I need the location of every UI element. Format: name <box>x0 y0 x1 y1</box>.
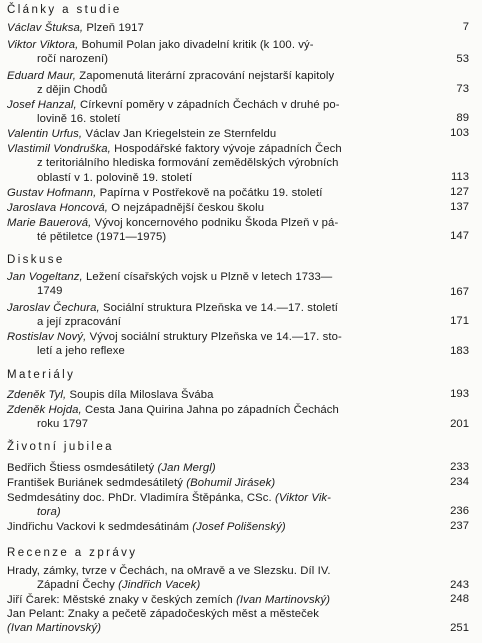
section-heading: Recenze a zprávy <box>7 547 138 559</box>
entry-page-number: 137 <box>450 201 469 213</box>
toc-entry <box>7 520 463 534</box>
toc-entry <box>7 98 463 127</box>
entry-title: Jan Pelant: Znaky a pečetě západočeských měst a městeček <box>7 608 320 620</box>
entry-title-continuation: lovině 16. století <box>37 113 121 126</box>
entry-title-continuation: a její zpracování <box>37 316 121 329</box>
entry-author: Jan Vogeltanz, <box>7 271 83 283</box>
entry-page-number: 89 <box>456 112 469 124</box>
entry-author: Rostislav Nový, <box>7 331 87 343</box>
entry-author: Valentin Urfus, <box>7 128 83 140</box>
section-heading: Diskuse <box>7 254 65 266</box>
entry-title-continuation: té pětiletce (1971—1975) <box>37 231 167 244</box>
toc-entry <box>7 461 463 475</box>
entry-author: (Jindřich Vacek) <box>118 579 201 592</box>
entry-page-number: 236 <box>450 505 469 517</box>
entry-author: Viktor Viktora, <box>7 39 79 51</box>
entry-page-number: 171 <box>450 315 469 327</box>
entry-title-continuation: 1749 <box>37 285 63 298</box>
entry-page-number: 237 <box>450 520 469 532</box>
entry-page-number: 113 <box>450 171 469 183</box>
entry-title: Církevní poměry v západních Čechách v druhé po- <box>80 99 340 111</box>
entry-page-number: 167 <box>450 286 469 298</box>
section-heading: Materiály <box>7 369 76 381</box>
entry-title: Vývoj koncernového podniku Škoda Plzeň v pá- <box>94 217 339 229</box>
toc-entry <box>7 270 463 299</box>
entry-title: Jindřichu Vackovi k sedmdesátinám <box>7 521 190 533</box>
entry-title-continuation: z dějin Chodů <box>37 84 108 97</box>
entry-page-number: 251 <box>450 622 469 634</box>
entry-title: Cesta Jana Quirina Jahna po západních Čechách <box>85 404 339 416</box>
entry-page-number: 103 <box>450 127 469 139</box>
entry-page-number: 147 <box>450 230 469 242</box>
entry-title: O nejzápadnější českou školu <box>111 202 265 214</box>
toc-entry <box>7 564 463 593</box>
entry-title: Soupis díla Miloslava Švába <box>69 389 214 401</box>
entry-title: Sociální struktura Plzeňska ve 14.—17. století <box>103 302 339 314</box>
entry-page-number: 234 <box>450 476 469 488</box>
toc-entry <box>7 388 463 402</box>
entry-author: Jaroslava Honcová, <box>7 202 109 214</box>
toc-entry <box>7 21 463 35</box>
entry-title: František Buriánek sedmdesátiletý <box>7 477 183 489</box>
toc-entry <box>7 69 463 98</box>
entry-page-number: 183 <box>450 345 469 357</box>
entry-page-number: 193 <box>450 388 469 400</box>
toc-entry <box>7 38 463 67</box>
entry-title-continuation: z teritoriálního hlediska formování zemědělských výrobních <box>37 157 339 170</box>
entry-author: Josef Hanzal, <box>7 99 77 111</box>
entry-author: (Ivan Martinovský) <box>236 594 331 606</box>
entry-author: Václav Štuksa, <box>7 22 84 34</box>
entry-page-number: 233 <box>450 461 469 473</box>
entry-author: (Ivan Martinovský) <box>7 622 102 635</box>
entry-title: Bohumil Polan jako divadelní kritik (k 100. vý- <box>81 39 314 51</box>
entry-title-continuation: letí a jeho reflexe <box>37 345 125 358</box>
toc-entry <box>7 216 463 245</box>
entry-author: (Jan Mergl) <box>157 462 216 474</box>
entry-page-number: 127 <box>450 186 469 198</box>
toc-entry <box>7 593 463 607</box>
entry-title-continuation: Západní Čechy <box>37 579 115 592</box>
entry-title: Ležení císařských vojsk u Plzně v letech 1733— <box>85 271 333 283</box>
toc-entry <box>7 330 463 359</box>
entry-title-continuation: ročí narození) <box>37 53 109 66</box>
entry-page-number: 248 <box>450 593 469 605</box>
toc-entry <box>7 201 463 215</box>
entry-title: Vývoj sociální struktury Plzeňska ve 14.—17. sto- <box>89 331 342 343</box>
entry-title: Jiří Čarek: Městské znaky v českých zemích <box>7 594 233 606</box>
toc-entry <box>7 491 463 520</box>
toc-entry <box>7 403 463 432</box>
entry-title: Sedmdesátiny doc. PhDr. Vladimíra Štěpánka, CSc. <box>7 492 272 504</box>
entry-title: Plzeň 1917 <box>86 22 144 34</box>
entry-page-number: 53 <box>456 53 469 65</box>
entry-page-number: 73 <box>456 83 469 95</box>
section-heading: Životní jubilea <box>7 441 114 453</box>
entry-author-continuation: tora) <box>37 506 61 519</box>
toc-entry <box>7 301 463 330</box>
entry-title-continuation: oblastí v 1. polovině 19. století <box>37 171 193 184</box>
toc-entry <box>7 607 463 636</box>
toc-entry <box>7 127 463 141</box>
entry-author: Vlastimil Vondruška, <box>7 143 111 155</box>
entry-title: Bedřich Štiess osmdesátiletý <box>7 462 155 474</box>
entry-title: Hrady, zámky, tvrze v Čechách, na oMravě a ve Slezsku. Díl IV. <box>7 565 331 577</box>
entry-author: Eduard Maur, <box>7 70 77 82</box>
entry-author: Gustav Hofmann, <box>7 187 97 199</box>
entry-title: Zapomenutá literární zpracování nejstarší kapitoly <box>79 70 335 82</box>
entry-author: (Viktor Vik- <box>275 492 332 504</box>
entry-page-number: 7 <box>462 21 469 33</box>
entry-title: Václav Jan Kriegelstein ze Sternfeldu <box>85 128 277 140</box>
entry-page-number: 243 <box>450 579 469 591</box>
entry-author: Marie Bauerová, <box>7 217 92 229</box>
entry-author: Zdeněk Tyl, <box>7 389 67 401</box>
entry-author: (Bohumil Jirásek) <box>186 477 276 489</box>
toc-entry <box>7 142 463 185</box>
entry-title-continuation: roku 1797 <box>37 418 89 431</box>
entry-page-number: 201 <box>450 418 469 430</box>
section-heading: Články a studie <box>7 4 122 16</box>
entry-author: Zdeněk Hojda, <box>7 404 82 416</box>
entry-author: Jaroslav Čechura, <box>7 302 100 314</box>
toc-entry <box>7 476 463 490</box>
entry-title: Papírna v Postřekově na počátku 19. století <box>99 187 323 199</box>
entry-title: Hospodářské faktory vývoje západních Čech <box>114 143 342 155</box>
entry-author: (Josef Polišenský) <box>192 521 286 533</box>
toc-entry <box>7 186 463 200</box>
